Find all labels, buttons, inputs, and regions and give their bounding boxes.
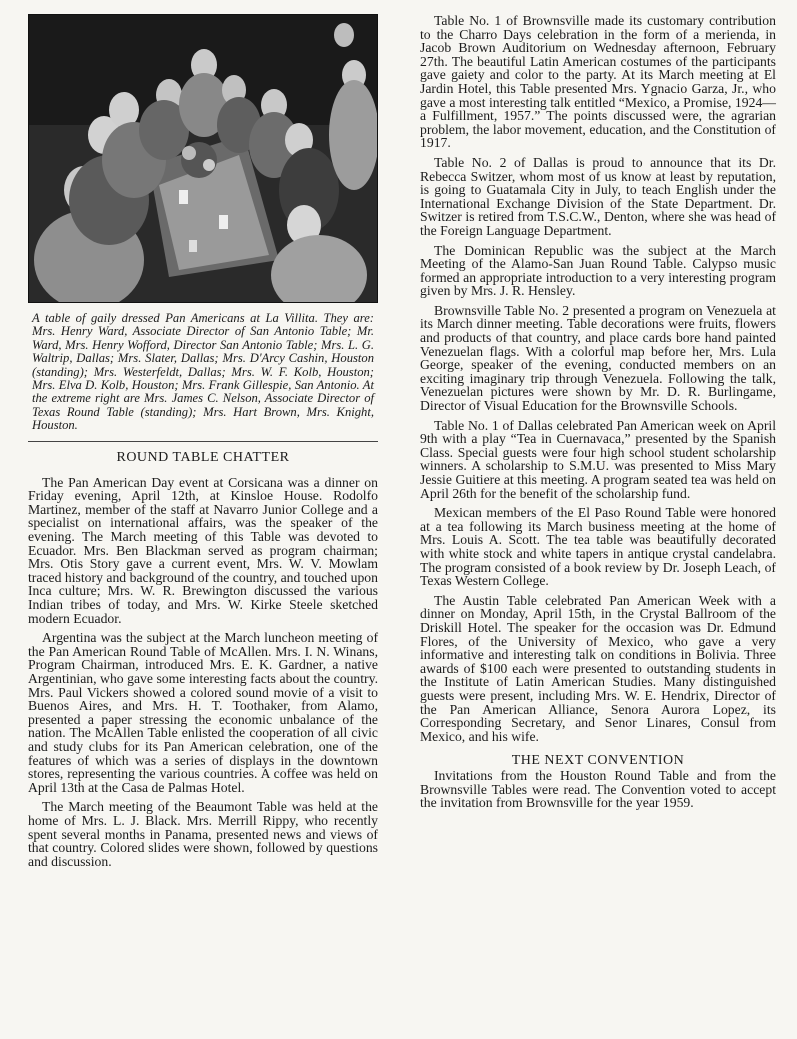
photo-caption: A table of gaily dressed Pan Americans at La Villita. They are: Mrs. Henry Ward, Associate Director of San Antonio Table; Mr. Ward, Mrs. Henry Wofford, Director San Antonio Table; Mrs. L. G. Waltrip, Dallas; Mrs. Slater, Dallas; Mrs. D'Arcy Cashin, Houston (standing); Mrs. Westerfeldt, Dallas; Mrs. W. F. Kolb, Houston; Mrs. Elva D. Kolb, Houston; Mrs. Frank Gillespie, San Antonio. At the extreme right are Mrs. James C. Nelson, Associate Director of Texas Round Table (standing); Mrs. Hart Brown, Mrs. Knight, Houston. (32, 311, 374, 433)
paragraph: Mexican members of the El Paso Round Table were honored at a tea following its March business meeting at the home of Mrs. Louis A. Scott. The tea table was beautifully decorated with white stock and white tapers in antique crystal candelabra. The program consisted of a book review by Dr. Joseph Leach, of Texas Western College. (420, 505, 776, 589)
paragraph: Invitations from the Houston Round Table and from the Brownsville Tables were read. The Convention voted to accept the invitation from Brownsville for the year 1959. (420, 768, 776, 811)
section-heading-convention: THE NEXT CONVENTION (511, 753, 685, 769)
paragraph: The Dominican Republic was the subject at the March Meeting of the Alamo-San Juan Round Table. Calypso music formed an appropriate introduction to a very interesting program given by Mrs. J. R. Hensley. (420, 242, 776, 299)
paragraph: The Pan American Day event at Corsicana was a dinner on Friday evening, April 12th, at Kinsloe House. Rodolfo Martinez, member of the staff at Navarro Junior College and a specialist on international affairs, was the speaker of the evening. The March meeting of this Table was devoted to Ecuador. Mrs. Ben Blackman served as program chairman; Mrs. Otis Story gave a current event, Mrs. W. V. Mowlam traced history and background of the country, and touched upon Inca culture; Mrs. W. R. Brewington discussed the various Indian tribes of today, and Mrs. W. Kirke Steele sketched modern Ecuador. (28, 474, 378, 626)
left-column (28, 14, 378, 874)
paragraph: Argentina was the subject at the March luncheon meeting of the Pan American Round Table of McAllen. Mrs. I. N. Winans, Program Chairman, introduced Mrs. E. K. Gardner, a native Argentinian, who gave some interesting facts about the country. Mrs. Paul Vickers showed a colored sound movie of a visit to Buenos Aires, and Mrs. H. T. Toothaker, from Alamo, presented a paper stressing the economic unbalance of the nation. The McAllen Table enlisted the cooperation of all civic and study clubs for its Pan American celebration, one of the features of which was a series of displays in the downtown stores, representing the various countries. A coffee was held on April 13th at the Casa de Palmas Hotel. (28, 630, 378, 795)
group-photo (28, 14, 378, 303)
paragraph: Table No. 2 of Dallas is proud to announce that its Dr. Rebecca Switzer, whom most of us know at least by reputation, is going to Guatamala City in July, to teach English under the International Exchange Division of the State Department. Dr. Switzer is retired from T.S.C.W., Denton, where she was head of the Foreign Language Department. (420, 154, 776, 238)
paragraph: Brownsville Table No. 2 presented a program on Venezuela at its March dinner meeting. Table decorations were fruits, flowers and products of that country, and place cards bore hand painted Venezuelan flags. With a colorful map before her, Mrs. Lula George, speaker of the evening, conducted members on an exciting imaginary trip through Venezuela. Following the talk, Venezuelan pictures were shown by Mr. D. R. Burlingame, Director of Visual Education for the Brownsville Schools. (420, 302, 776, 414)
section-divider (28, 441, 378, 442)
right-column (420, 14, 776, 816)
paragraph: The March meeting of the Beaumont Table was held at the home of Mrs. L. J. Black. Mrs. Merrill Rippy, who recently spent several months in Panama, presented news and views of that country. Colored slides were shown, followed by questions and discussion. (28, 799, 378, 869)
paragraph: Table No. 1 of Brownsville made its customary contribution to the Charro Days celebration in the form of a merienda, in Jacob Brown Auditorium on Wednesday afternoon, February 27th. The beautiful Latin American costumes of the participants gave gaiety and color to the party. At its March meeting at El Jardin Hotel, this Table presented Mrs. Ygnacio Garza, Jr., who gave a most interesting talk entitled “Mexico, a Promise, 1924—a Fulfillment, 1957.” The points discussed were, the agrarian problem, the labor movement, education, and the Constitution of 1917. (420, 13, 776, 151)
photo-illustration (29, 15, 377, 302)
paragraph: The Austin Table celebrated Pan American Week with a dinner on Monday, April 15th, in the Crystal Ballroom of the Driskill Hotel. The speaker for the occasion was Dr. Edmund Flores, of the University of Mexico, who gave a very informative and interesting talk on conditions in Bolivia. Three awards of $100 each were presented to outstanding students in the Institute of Latin American Studies. Many distinguished guests were present, including Mrs. W. E. Hendrix, Director of the Pan American Alliance, Senora Aurora Lopez, its Corresponding Secretary, and Senor Linares, Consul from Mexico, and his wife. (420, 592, 776, 744)
section-heading-chatter: ROUND TABLE CHATTER (116, 449, 290, 465)
paragraph: Table No. 1 of Dallas celebrated Pan American week on April 9th with a play “Tea in Cuernavaca,” presented by the Spanish Class. Special guests were four high school student scholarship winners. A scholarship to S.M.U. was presented to Miss Mary Jessie Guitiere at this meeting. A program seated tea was held on April 26th for the benefit of the scholarship fund. (420, 417, 776, 501)
